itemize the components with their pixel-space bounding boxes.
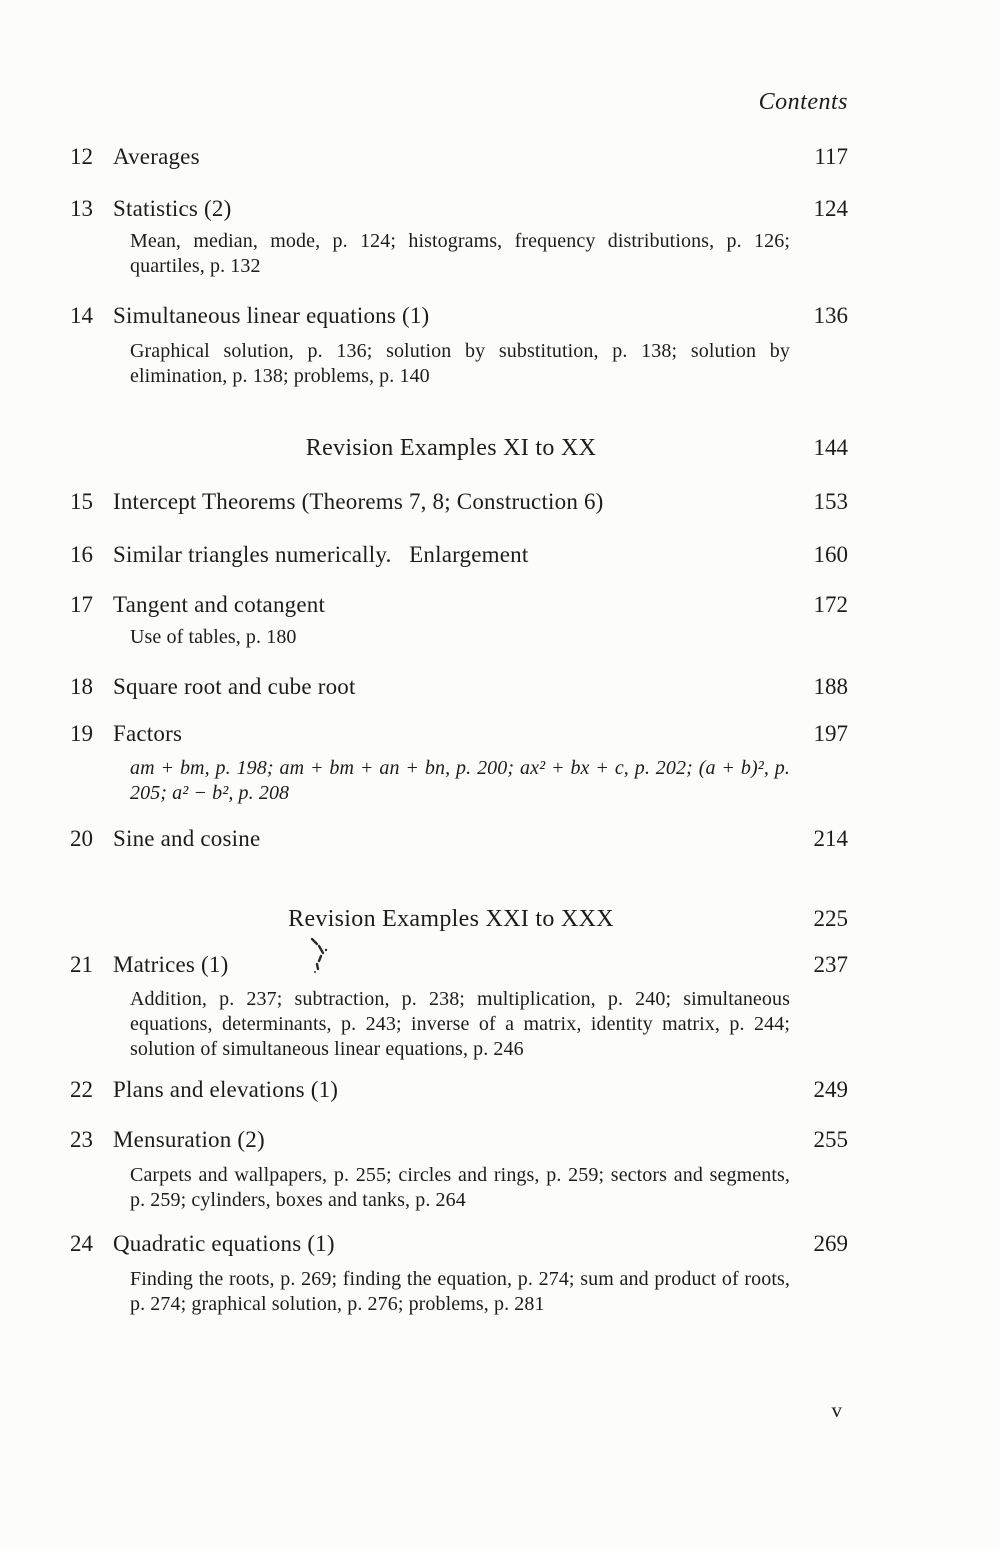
chapter-number: 13 bbox=[70, 196, 93, 221]
page-number: 225 bbox=[813, 906, 848, 931]
page-number: 153 bbox=[813, 489, 848, 514]
chapter-title: Factors bbox=[113, 721, 183, 746]
chapter-number: 14 bbox=[70, 303, 93, 328]
page-number: 124 bbox=[813, 196, 848, 221]
section-title: Revision Examples XXI to XXX bbox=[288, 906, 614, 932]
chapter-title: Averages bbox=[113, 144, 200, 169]
toc-section-heading bbox=[70, 904, 848, 934]
chapter-number: 21 bbox=[70, 952, 93, 977]
page-number: 214 bbox=[813, 826, 848, 851]
chapter-number: 15 bbox=[70, 489, 93, 514]
chapter-number: 20 bbox=[70, 826, 93, 851]
section-title: Revision Examples XI to XX bbox=[305, 435, 597, 461]
toc-section-heading bbox=[70, 433, 848, 463]
chapter-number: 22 bbox=[70, 1077, 93, 1102]
page-number: 160 bbox=[813, 542, 848, 567]
chapter-number: 24 bbox=[70, 1231, 93, 1256]
toc-entry bbox=[70, 1229, 848, 1259]
running-head: Contents bbox=[758, 89, 848, 115]
chapter-number: 17 bbox=[70, 592, 93, 617]
page-number: 144 bbox=[813, 435, 848, 460]
chapter-description: Carpets and wallpapers, p. 255; circles and rings, p. 259; sectors and segments, p. 259; cylinders, boxes and tanks, p. 264 bbox=[130, 1164, 790, 1211]
chapter-title: Plans and elevations (1) bbox=[113, 1077, 339, 1102]
chapter-number: 16 bbox=[70, 542, 93, 567]
chapter-description: Addition, p. 237; subtraction, p. 238; multiplication, p. 240; simultaneous equations, determinants, p. 243; inverse of a matrix, identity matrix, p. 244; solution of simultaneous linear equations, p. 246 bbox=[130, 988, 790, 1060]
folio-page-number: v bbox=[831, 1398, 842, 1422]
page-number: 255 bbox=[813, 1127, 848, 1152]
chapter-description: Finding the roots, p. 269; finding the equation, p. 274; sum and product of roots, p. 274; graphical solution, p. 276; problems, p. 281 bbox=[130, 1268, 790, 1315]
page-number: 188 bbox=[813, 674, 848, 699]
toc-entry bbox=[70, 824, 848, 854]
page-number: 117 bbox=[814, 144, 848, 169]
toc-entry bbox=[70, 590, 848, 620]
chapter-number: 23 bbox=[70, 1127, 93, 1152]
toc-entry bbox=[70, 142, 848, 172]
chapter-title: Sine and cosine bbox=[113, 826, 261, 851]
chapter-title: Similar triangles numerically. Enlargement bbox=[113, 542, 529, 567]
page-number: 249 bbox=[813, 1077, 848, 1102]
toc-entry bbox=[70, 672, 848, 702]
chapter-number: 19 bbox=[70, 721, 93, 746]
toc-content bbox=[70, 88, 848, 1317]
chapter-description: Graphical solution, p. 136; solution by substitution, p. 138; solution by elimination, p. 138; problems, p. 140 bbox=[130, 340, 790, 387]
toc-entry bbox=[70, 540, 848, 570]
toc-entry bbox=[70, 1075, 848, 1105]
toc-entry bbox=[70, 301, 848, 331]
toc-entry bbox=[70, 194, 848, 224]
toc-entry bbox=[70, 719, 848, 749]
chapter-title: Simultaneous linear equations (1) bbox=[113, 303, 430, 328]
toc-entry bbox=[70, 950, 848, 980]
chapter-title: Quadratic equations (1) bbox=[113, 1231, 335, 1256]
chapter-title: Statistics (2) bbox=[113, 196, 232, 221]
chapter-number: 18 bbox=[70, 674, 93, 699]
chapter-description: Mean, median, mode, p. 124; histograms, frequency distributions, p. 126; quartiles, p. 132 bbox=[130, 230, 790, 277]
chapter-title: Matrices (1) bbox=[113, 952, 229, 977]
chapter-description: am + bm, p. 198; am + bm + an + bn, p. 200; ax² + bx + c, p. 202; (a + b)², p. 205; a² − b², p. 208 bbox=[130, 757, 790, 804]
page-number: 136 bbox=[813, 303, 848, 328]
chapter-title: Mensuration (2) bbox=[113, 1127, 265, 1152]
page-number: 269 bbox=[813, 1231, 848, 1256]
page-number: 237 bbox=[813, 952, 848, 977]
toc-entry bbox=[70, 487, 848, 517]
chapter-title: Square root and cube root bbox=[113, 674, 356, 699]
chapter-title: Tangent and cotangent bbox=[113, 592, 326, 617]
chapter-description: Use of tables, p. 180 bbox=[130, 626, 297, 648]
toc-entry bbox=[70, 1125, 848, 1155]
page-number: 172 bbox=[813, 592, 848, 617]
page-number: 197 bbox=[813, 721, 848, 746]
chapter-title: Intercept Theorems (Theorems 7, 8; Construction 6) bbox=[113, 489, 604, 514]
chapter-number: 12 bbox=[70, 144, 93, 169]
